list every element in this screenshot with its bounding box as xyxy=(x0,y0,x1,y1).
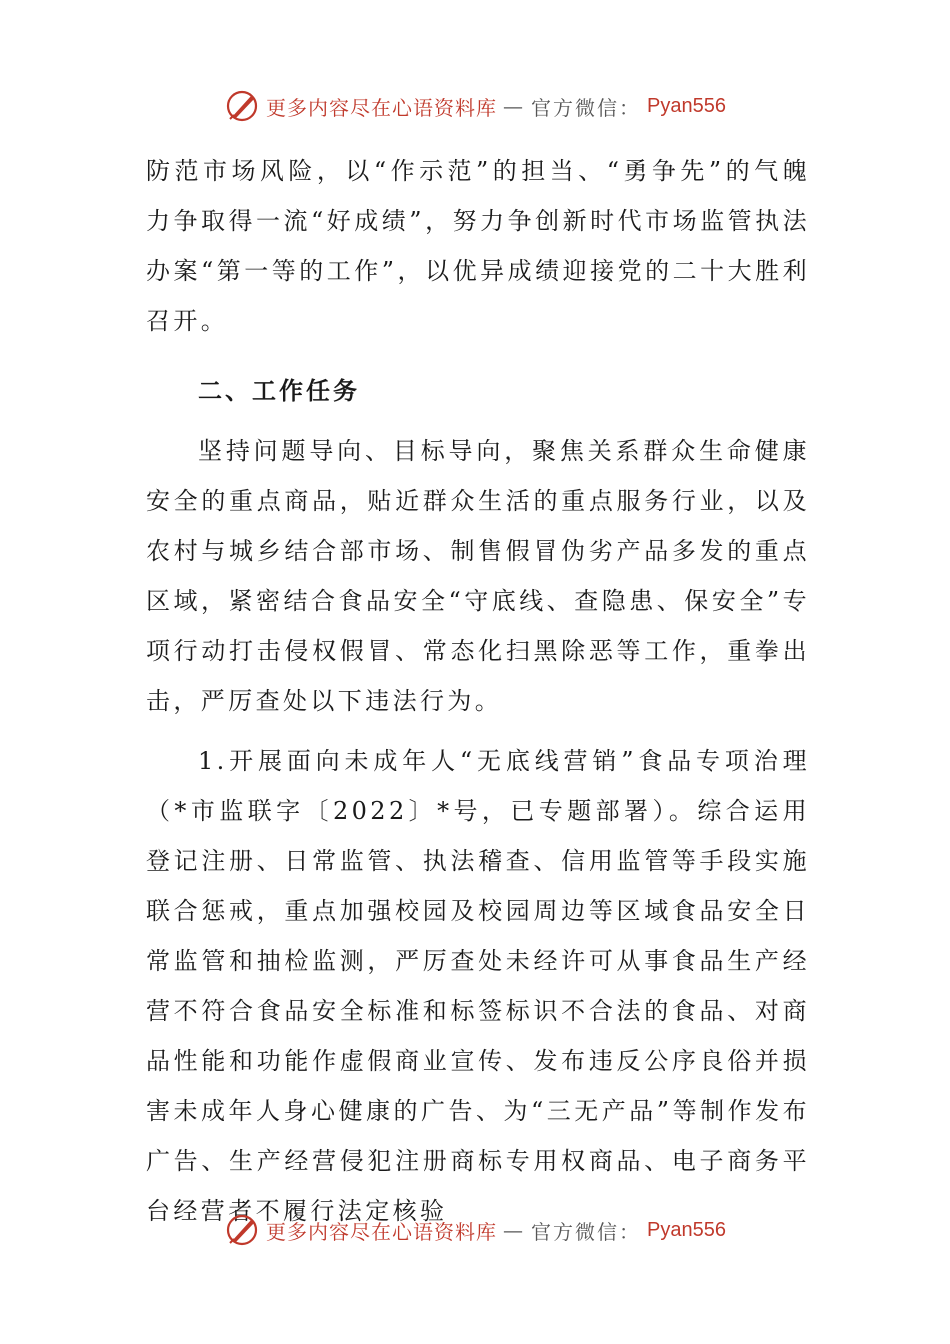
watermark-site-name: 更多内容尽在心语资料库 xyxy=(266,95,498,120)
watermark-wechat-label: 官方微信： xyxy=(531,1219,642,1244)
watermark-wechat-id: Pyan556 xyxy=(647,1218,726,1241)
watermark-site-name: 更多内容尽在心语资料库 xyxy=(266,1219,498,1244)
document-body xyxy=(146,146,810,1236)
quill-pen-logo-icon xyxy=(224,88,260,124)
watermark-dash: — xyxy=(503,1218,526,1242)
watermark-footer xyxy=(0,1208,950,1252)
watermark-wechat-id: Pyan556 xyxy=(647,94,726,117)
paragraph-work-tasks: 坚持问题导向、目标导向，聚焦关系群众生命健康安全的重点商品，贴近群众生活的重点服务行业，以及农村与城乡结合部市场、制售假冒伪劣产品多发的重点区域，紧密结合食品安全“守底线、查隐患、保安全”专项行动打击侵权假冒、常态化扫黑除恶等工作，重拳出击，严厉查处以下违法行为。 xyxy=(146,437,810,715)
watermark-wechat-label: 官方微信： xyxy=(531,95,642,120)
quill-pen-logo-icon xyxy=(224,1212,260,1248)
watermark-dash: — xyxy=(503,94,526,118)
paragraph-continuation: 防范市场风险，以“作示范”的担当、“勇争先”的气魄力争取得一流“好成绩”，努力争创新时代市场监管执法办案“第一等的工作”，以优异成绩迎接党的二十大胜利召开。 xyxy=(146,157,810,335)
paragraph-item-1: 1.开展面向未成年人“无底线营销”食品专项治理（*市监联字〔2022〕*号，已专题部署）。综合运用登记注册、日常监管、执法稽查、信用监管等手段实施联合惩戒，重点加强校园及校园周边等区域食品安全日常监管和抽检监测，严厉查处未经许可从事食品生产经营不符合食品安全标准和标签标识不合法的食品、对商品性能和功能作虚假商业宣传、发布违反公序良俗并损害未成年人身心健康的广告、为“三无产品”等制作发布广告、生产经营侵犯注册商标专用权商品、电子商务平台经营者不履行法定核验 xyxy=(146,747,810,1225)
section-heading-work-tasks: 二、工作任务 xyxy=(198,377,360,405)
watermark-header xyxy=(0,84,950,128)
